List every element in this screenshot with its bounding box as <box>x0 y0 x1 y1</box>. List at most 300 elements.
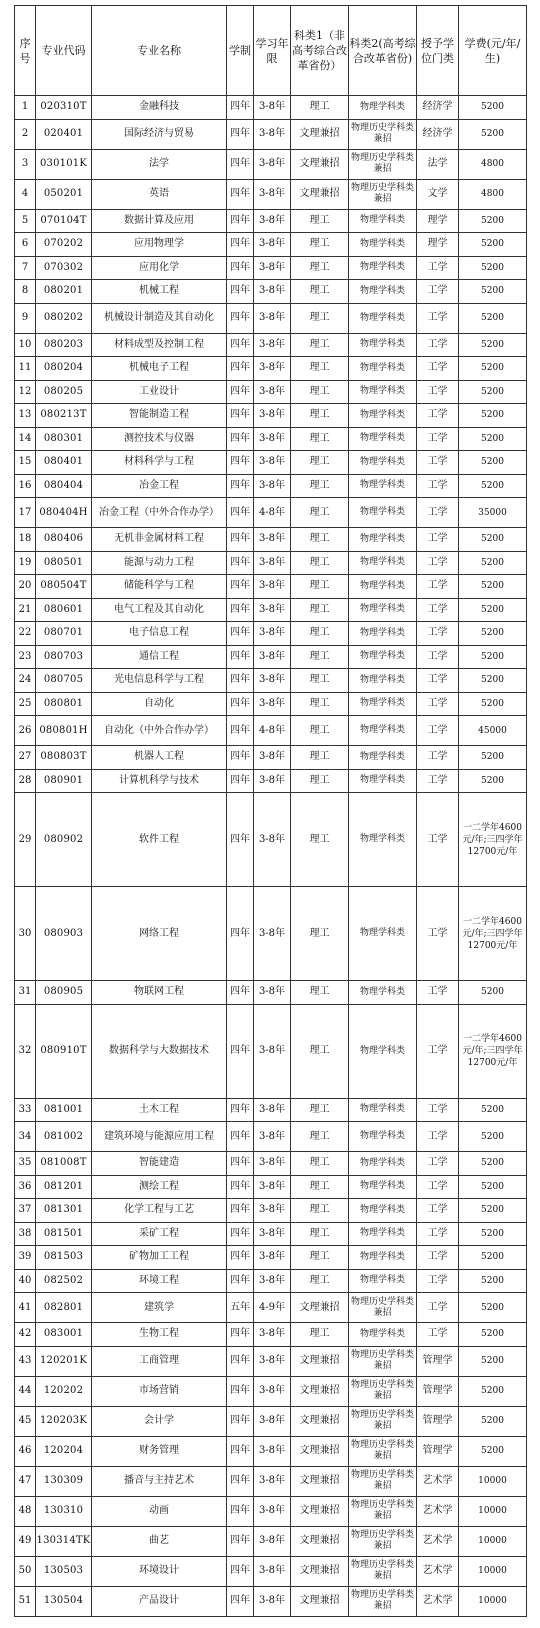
cell-category-2: 物理学科类 <box>349 669 417 693</box>
cell-system: 四年 <box>227 887 254 981</box>
cell-category-2: 物理历史学科类兼招 <box>349 119 417 149</box>
cell-seq: 7 <box>15 256 36 280</box>
cell-degree: 工学 <box>417 404 459 428</box>
cell-years: 3-8年 <box>254 149 291 179</box>
cell-code: 080204 <box>36 357 92 381</box>
cell-years: 3-8年 <box>254 1466 291 1496</box>
cell-fee: 5200 <box>459 1436 527 1466</box>
cell-category-1: 理工 <box>291 404 349 428</box>
table-body <box>15 96 527 1617</box>
cell-category-2: 物理历史学科类兼招 <box>349 1406 417 1436</box>
cell-seq: 21 <box>15 598 36 622</box>
cell-degree: 工学 <box>417 333 459 357</box>
cell-degree: 工学 <box>417 793 459 887</box>
cell-years: 3-8年 <box>254 380 291 404</box>
cell-system: 四年 <box>227 622 254 646</box>
cell-category-2: 物理学科类 <box>349 303 417 333</box>
cell-years: 3-8年 <box>254 575 291 599</box>
table-row <box>15 380 527 404</box>
cell-degree: 管理学 <box>417 1346 459 1376</box>
table-row <box>15 1004 527 1098</box>
cell-degree: 工学 <box>417 692 459 716</box>
cell-degree: 工学 <box>417 1269 459 1293</box>
cell-system: 四年 <box>227 427 254 451</box>
cell-fee: 5200 <box>459 622 527 646</box>
cell-code: 070202 <box>36 233 92 257</box>
cell-code: 082502 <box>36 1269 92 1293</box>
cell-seq: 48 <box>15 1496 36 1526</box>
table-row <box>15 528 527 552</box>
cell-category-2: 物理学科类 <box>349 233 417 257</box>
table-row <box>15 357 527 381</box>
cell-category-2: 物理学科类 <box>349 622 417 646</box>
cell-code: 130309 <box>36 1466 92 1496</box>
cell-fee: 5200 <box>459 1175 527 1199</box>
cell-category-1: 理工 <box>291 1199 349 1223</box>
cell-major-name: 材料科学与工程 <box>92 451 227 475</box>
cell-major-name: 软件工程 <box>92 793 227 887</box>
cell-fee: 4800 <box>459 149 527 179</box>
cell-system: 四年 <box>227 333 254 357</box>
table-row <box>15 119 527 149</box>
cell-system: 四年 <box>227 96 254 120</box>
cell-degree: 工学 <box>417 769 459 793</box>
cell-code: 130314TK <box>36 1526 92 1556</box>
cell-fee: 5200 <box>459 1269 527 1293</box>
cell-system: 四年 <box>227 645 254 669</box>
cell-years: 3-8年 <box>254 769 291 793</box>
cell-code: 081008T <box>36 1152 92 1176</box>
cell-years: 3-8年 <box>254 427 291 451</box>
table-row <box>15 1323 527 1347</box>
cell-degree: 工学 <box>417 1293 459 1323</box>
cell-category-1: 理工 <box>291 280 349 304</box>
cell-system: 四年 <box>227 280 254 304</box>
cell-category-2: 物理历史学科类兼招 <box>349 1586 417 1616</box>
cell-seq: 46 <box>15 1436 36 1466</box>
cell-degree: 工学 <box>417 716 459 746</box>
cell-fee: 5200 <box>459 981 527 1005</box>
cell-code: 080201 <box>36 280 92 304</box>
cell-category-2: 物理历史学科类兼招 <box>349 1556 417 1586</box>
cell-category-2: 物理历史学科类兼招 <box>349 1466 417 1496</box>
cell-category-1: 理工 <box>291 981 349 1005</box>
cell-fee: 5200 <box>459 233 527 257</box>
cell-major-name: 光电信息科学与工程 <box>92 669 227 693</box>
cell-category-2: 物理学科类 <box>349 96 417 120</box>
cell-major-name: 矿物加工工程 <box>92 1246 227 1270</box>
cell-years: 3-8年 <box>254 1586 291 1616</box>
cell-fee: 5200 <box>459 333 527 357</box>
cell-category-2: 物理学科类 <box>349 256 417 280</box>
cell-system: 四年 <box>227 1199 254 1223</box>
cell-code: 020401 <box>36 119 92 149</box>
cell-code: 080902 <box>36 793 92 887</box>
cell-code: 080203 <box>36 333 92 357</box>
cell-years: 3-8年 <box>254 179 291 209</box>
cell-major-name: 环境工程 <box>92 1269 227 1293</box>
table-row <box>15 1098 527 1122</box>
table-row <box>15 669 527 693</box>
cell-seq: 32 <box>15 1004 36 1098</box>
cell-code: 130310 <box>36 1496 92 1526</box>
cell-category-1: 文理兼招 <box>291 149 349 179</box>
cell-category-1: 文理兼招 <box>291 1376 349 1406</box>
cell-category-2: 物理学科类 <box>349 1122 417 1152</box>
cell-degree: 工学 <box>417 551 459 575</box>
cell-years: 3-8年 <box>254 645 291 669</box>
cell-seq: 34 <box>15 1122 36 1152</box>
cell-major-name: 产品设计 <box>92 1586 227 1616</box>
table-row <box>15 645 527 669</box>
cell-category-1: 理工 <box>291 256 349 280</box>
cell-fee: 10000 <box>459 1586 527 1616</box>
cell-degree: 工学 <box>417 498 459 528</box>
cell-seq: 27 <box>15 746 36 770</box>
cell-degree: 艺术学 <box>417 1526 459 1556</box>
table-header-row <box>15 6 527 96</box>
cell-seq: 30 <box>15 887 36 981</box>
cell-degree: 工学 <box>417 1152 459 1176</box>
cell-years: 4-8年 <box>254 716 291 746</box>
cell-years: 3-8年 <box>254 451 291 475</box>
cell-fee: 10000 <box>459 1466 527 1496</box>
cell-seq: 37 <box>15 1199 36 1223</box>
cell-degree: 工学 <box>417 669 459 693</box>
cell-seq: 11 <box>15 357 36 381</box>
cell-fee: 5200 <box>459 1323 527 1347</box>
table-row <box>15 1246 527 1270</box>
cell-major-name: 电子信息工程 <box>92 622 227 646</box>
table-row <box>15 149 527 179</box>
cell-code: 080301 <box>36 427 92 451</box>
cell-fee: 5200 <box>459 746 527 770</box>
cell-seq: 24 <box>15 669 36 693</box>
cell-seq: 19 <box>15 551 36 575</box>
cell-category-1: 理工 <box>291 96 349 120</box>
cell-major-name: 市场营销 <box>92 1376 227 1406</box>
table-row <box>15 1293 527 1323</box>
cell-seq: 12 <box>15 380 36 404</box>
cell-system: 四年 <box>227 1152 254 1176</box>
cell-category-2: 物理学科类 <box>349 598 417 622</box>
cell-degree: 工学 <box>417 1175 459 1199</box>
cell-category-1: 理工 <box>291 380 349 404</box>
cell-seq: 44 <box>15 1376 36 1406</box>
table-row <box>15 1526 527 1556</box>
table-row <box>15 981 527 1005</box>
cell-category-2: 物理学科类 <box>349 1152 417 1176</box>
cell-category-1: 理工 <box>291 692 349 716</box>
cell-category-1: 理工 <box>291 1175 349 1199</box>
cell-system: 四年 <box>227 793 254 887</box>
cell-years: 3-8年 <box>254 474 291 498</box>
cell-major-name: 智能建造 <box>92 1152 227 1176</box>
cell-category-1: 理工 <box>291 303 349 333</box>
cell-category-2: 物理学科类 <box>349 793 417 887</box>
cell-major-name: 物联网工程 <box>92 981 227 1005</box>
cell-major-name: 材料成型及控制工程 <box>92 333 227 357</box>
header-name: 专业名称 <box>92 6 227 96</box>
cell-category-2: 物理历史学科类兼招 <box>349 1526 417 1556</box>
cell-system: 四年 <box>227 474 254 498</box>
cell-category-1: 文理兼招 <box>291 1466 349 1496</box>
header-degree: 授予学位门类 <box>417 6 459 96</box>
cell-code: 120202 <box>36 1376 92 1406</box>
cell-major-name: 储能科学与工程 <box>92 575 227 599</box>
cell-system: 四年 <box>227 498 254 528</box>
header-fee: 学费(元/年/生) <box>459 6 527 96</box>
cell-years: 3-8年 <box>254 1406 291 1436</box>
cell-category-1: 理工 <box>291 233 349 257</box>
cell-system: 四年 <box>227 256 254 280</box>
cell-category-2: 物理学科类 <box>349 1269 417 1293</box>
cell-degree: 工学 <box>417 575 459 599</box>
cell-system: 四年 <box>227 451 254 475</box>
header-category-2: 科类2(高考综合改革省份) <box>349 6 417 96</box>
cell-system: 四年 <box>227 1269 254 1293</box>
cell-years: 3-8年 <box>254 1556 291 1586</box>
cell-seq: 20 <box>15 575 36 599</box>
cell-major-name: 通信工程 <box>92 645 227 669</box>
cell-major-name: 机械工程 <box>92 280 227 304</box>
table-row <box>15 1346 527 1376</box>
table-row <box>15 598 527 622</box>
cell-degree: 工学 <box>417 746 459 770</box>
cell-degree: 经济学 <box>417 96 459 120</box>
cell-code: 081501 <box>36 1222 92 1246</box>
cell-fee: 5200 <box>459 669 527 693</box>
cell-degree: 工学 <box>417 1222 459 1246</box>
cell-category-1: 理工 <box>291 746 349 770</box>
cell-code: 120201K <box>36 1346 92 1376</box>
cell-code: 030101K <box>36 149 92 179</box>
cell-major-name: 数据科学与大数据技术 <box>92 1004 227 1098</box>
cell-years: 3-8年 <box>254 96 291 120</box>
cell-code: 120204 <box>36 1436 92 1466</box>
cell-fee: 5200 <box>459 1406 527 1436</box>
cell-category-2: 物理学科类 <box>349 1246 417 1270</box>
cell-category-1: 理工 <box>291 793 349 887</box>
cell-category-1: 理工 <box>291 669 349 693</box>
cell-system: 四年 <box>227 303 254 333</box>
cell-fee: 10000 <box>459 1496 527 1526</box>
cell-seq: 8 <box>15 280 36 304</box>
cell-seq: 47 <box>15 1466 36 1496</box>
cell-system: 四年 <box>227 598 254 622</box>
cell-major-name: 曲艺 <box>92 1526 227 1556</box>
cell-years: 3-8年 <box>254 303 291 333</box>
cell-system: 四年 <box>227 380 254 404</box>
cell-category-2: 物理学科类 <box>349 1323 417 1347</box>
cell-degree: 工学 <box>417 1199 459 1223</box>
table-row <box>15 1269 527 1293</box>
cell-code: 080401 <box>36 451 92 475</box>
cell-system: 四年 <box>227 1122 254 1152</box>
cell-years: 3-8年 <box>254 528 291 552</box>
cell-major-name: 环境设计 <box>92 1556 227 1586</box>
cell-fee: 5200 <box>459 1346 527 1376</box>
cell-category-2: 物理历史学科类兼招 <box>349 1496 417 1526</box>
cell-category-1: 文理兼招 <box>291 1293 349 1323</box>
cell-category-1: 理工 <box>291 528 349 552</box>
cell-category-1: 理工 <box>291 209 349 233</box>
table-row <box>15 622 527 646</box>
cell-category-2: 物理历史学科类兼招 <box>349 1346 417 1376</box>
cell-years: 3-8年 <box>254 256 291 280</box>
cell-category-2: 物理学科类 <box>349 1222 417 1246</box>
cell-fee: 5200 <box>459 404 527 428</box>
cell-years: 3-8年 <box>254 1436 291 1466</box>
cell-system: 四年 <box>227 1556 254 1586</box>
cell-system: 四年 <box>227 528 254 552</box>
cell-category-2: 物理学科类 <box>349 280 417 304</box>
cell-years: 3-8年 <box>254 551 291 575</box>
cell-code: 070104T <box>36 209 92 233</box>
cell-category-1: 理工 <box>291 474 349 498</box>
cell-category-2: 物理学科类 <box>349 769 417 793</box>
cell-code: 081301 <box>36 1199 92 1223</box>
cell-major-name: 化学工程与工艺 <box>92 1199 227 1223</box>
cell-system: 四年 <box>227 575 254 599</box>
cell-years: 3-8年 <box>254 1004 291 1098</box>
table-row <box>15 1152 527 1176</box>
cell-years: 3-8年 <box>254 622 291 646</box>
cell-degree: 工学 <box>417 1323 459 1347</box>
cell-seq: 22 <box>15 622 36 646</box>
cell-major-name: 测控技术与仪器 <box>92 427 227 451</box>
cell-fee: 一二学年4600元/年;三四学年12700元/年 <box>459 1004 527 1098</box>
cell-major-name: 建筑环境与能源应用工程 <box>92 1122 227 1152</box>
cell-major-name: 英语 <box>92 179 227 209</box>
cell-seq: 14 <box>15 427 36 451</box>
cell-degree: 经济学 <box>417 119 459 149</box>
cell-major-name: 土木工程 <box>92 1098 227 1122</box>
cell-category-2: 物理学科类 <box>349 528 417 552</box>
cell-code: 080202 <box>36 303 92 333</box>
cell-fee: 5200 <box>459 598 527 622</box>
header-seq: 序号 <box>15 6 36 96</box>
cell-category-2: 物理学科类 <box>349 887 417 981</box>
cell-code: 080404 <box>36 474 92 498</box>
cell-major-name: 无机非金属材料工程 <box>92 528 227 552</box>
cell-category-1: 文理兼招 <box>291 1406 349 1436</box>
cell-fee: 5200 <box>459 769 527 793</box>
cell-category-1: 理工 <box>291 575 349 599</box>
cell-fee: 35000 <box>459 498 527 528</box>
table-row <box>15 1496 527 1526</box>
cell-code: 050201 <box>36 179 92 209</box>
cell-major-name: 智能制造工程 <box>92 404 227 428</box>
cell-seq: 23 <box>15 645 36 669</box>
cell-category-2: 物理学科类 <box>349 1098 417 1122</box>
cell-category-2: 物理学科类 <box>349 380 417 404</box>
cell-degree: 艺术学 <box>417 1496 459 1526</box>
cell-years: 3-8年 <box>254 209 291 233</box>
cell-category-1: 理工 <box>291 427 349 451</box>
cell-degree: 工学 <box>417 474 459 498</box>
cell-category-1: 理工 <box>291 1098 349 1122</box>
cell-category-1: 理工 <box>291 598 349 622</box>
cell-code: 081001 <box>36 1098 92 1122</box>
cell-category-1: 文理兼招 <box>291 1436 349 1466</box>
cell-years: 3-8年 <box>254 1246 291 1270</box>
cell-system: 四年 <box>227 179 254 209</box>
cell-system: 四年 <box>227 1175 254 1199</box>
cell-category-2: 物理学科类 <box>349 209 417 233</box>
cell-major-name: 工业设计 <box>92 380 227 404</box>
header-code: 专业代码 <box>36 6 92 96</box>
cell-system: 四年 <box>227 981 254 1005</box>
cell-category-2: 物理学科类 <box>349 746 417 770</box>
cell-system: 四年 <box>227 149 254 179</box>
cell-category-1: 理工 <box>291 1152 349 1176</box>
cell-degree: 工学 <box>417 303 459 333</box>
cell-category-2: 物理学科类 <box>349 551 417 575</box>
cell-seq: 3 <box>15 149 36 179</box>
table-row <box>15 746 527 770</box>
cell-degree: 工学 <box>417 1246 459 1270</box>
cell-degree: 工学 <box>417 981 459 1005</box>
cell-years: 3-8年 <box>254 357 291 381</box>
cell-degree: 管理学 <box>417 1436 459 1466</box>
cell-code: 081201 <box>36 1175 92 1199</box>
cell-category-2: 物理学科类 <box>349 1175 417 1199</box>
cell-system: 四年 <box>227 1323 254 1347</box>
cell-years: 3-8年 <box>254 598 291 622</box>
cell-category-1: 理工 <box>291 1269 349 1293</box>
cell-seq: 5 <box>15 209 36 233</box>
table-row <box>15 427 527 451</box>
cell-years: 3-8年 <box>254 692 291 716</box>
cell-category-1: 理工 <box>291 451 349 475</box>
cell-category-2: 物理学科类 <box>349 645 417 669</box>
table-row <box>15 96 527 120</box>
cell-fee: 5200 <box>459 1098 527 1122</box>
cell-category-1: 文理兼招 <box>291 1586 349 1616</box>
cell-major-name: 自动化（中外合作办学） <box>92 716 227 746</box>
table-row <box>15 1222 527 1246</box>
cell-fee: 5200 <box>459 280 527 304</box>
cell-fee: 5200 <box>459 1152 527 1176</box>
cell-category-2: 物理历史学科类兼招 <box>349 179 417 209</box>
cell-degree: 工学 <box>417 528 459 552</box>
cell-degree: 管理学 <box>417 1376 459 1406</box>
cell-fee: 5200 <box>459 303 527 333</box>
cell-seq: 49 <box>15 1526 36 1556</box>
cell-degree: 工学 <box>417 1004 459 1098</box>
cell-category-2: 物理学科类 <box>349 333 417 357</box>
cell-system: 四年 <box>227 669 254 693</box>
cell-degree: 工学 <box>417 380 459 404</box>
cell-major-name: 建筑学 <box>92 1293 227 1323</box>
cell-seq: 41 <box>15 1293 36 1323</box>
cell-years: 4-9年 <box>254 1293 291 1323</box>
cell-years: 3-8年 <box>254 1175 291 1199</box>
cell-system: 四年 <box>227 1586 254 1616</box>
cell-seq: 25 <box>15 692 36 716</box>
cell-years: 3-8年 <box>254 669 291 693</box>
cell-degree: 法学 <box>417 149 459 179</box>
cell-years: 3-8年 <box>254 119 291 149</box>
cell-degree: 艺术学 <box>417 1586 459 1616</box>
cell-system: 四年 <box>227 1406 254 1436</box>
cell-category-1: 理工 <box>291 622 349 646</box>
cell-seq: 28 <box>15 769 36 793</box>
cell-seq: 40 <box>15 1269 36 1293</box>
cell-years: 3-8年 <box>254 1496 291 1526</box>
cell-seq: 42 <box>15 1323 36 1347</box>
